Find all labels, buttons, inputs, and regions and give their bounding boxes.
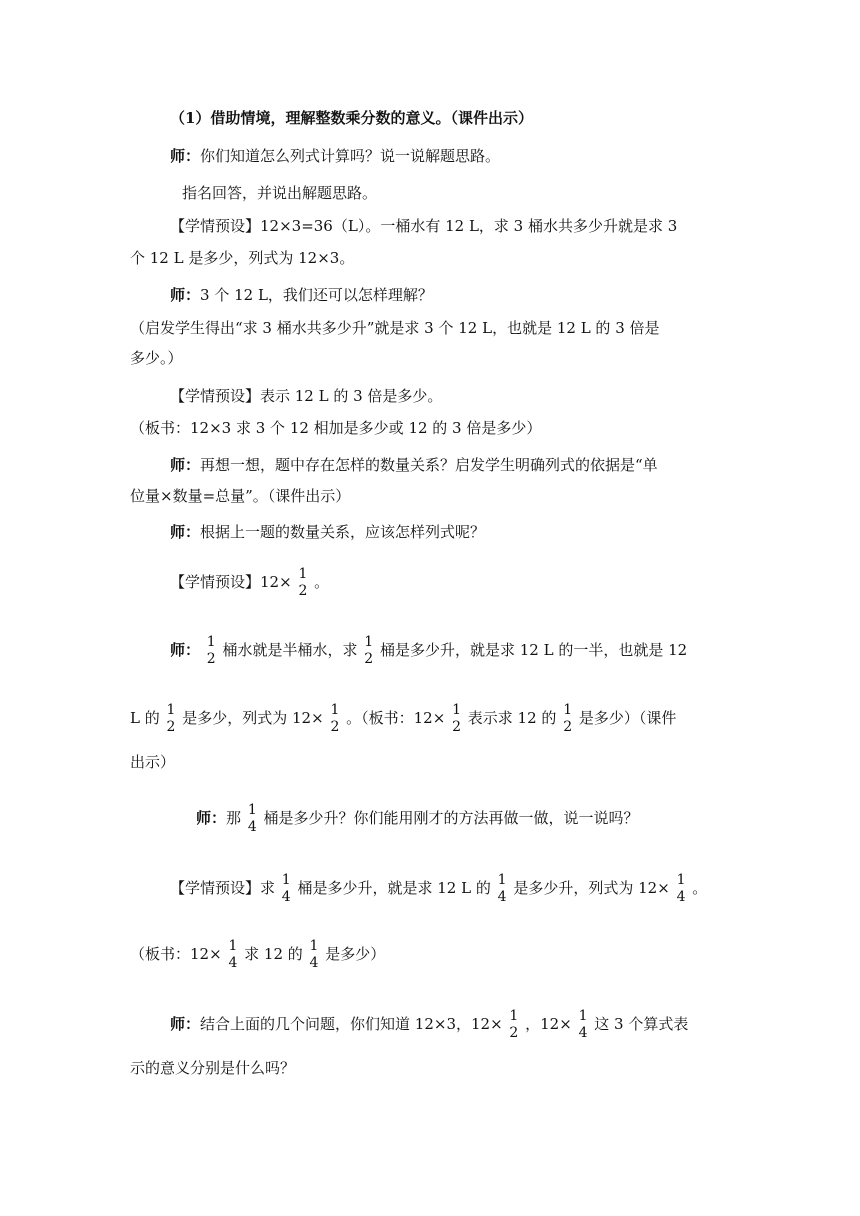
paragraph: L 的 1 2 是多少，列式为 12× 1 2 。（板书：12× 1 2 表示求 12 的 1 2 是多少）（课件 (130, 702, 677, 735)
paragraph: 师：那 1 4 桶是多少升？你们能用刚才的方法再做一做，说一说吗？ (196, 802, 639, 835)
paragraph: （板书：12× 1 4 求 12 的 1 4 是多少） (130, 938, 386, 971)
paragraph: 【学情预设】12×3=36（L）。一桶水有 12 L，求 3 桶水共多少升就是求 3 (170, 217, 678, 235)
fraction: 1 2 (364, 634, 374, 667)
paragraph: 【学情预设】表示 12 L 的 3 倍是多少。 (170, 387, 443, 405)
paragraph: （板书：12×3 求 3 个 12 相加是多少或 12 的 3 倍是多少） (130, 419, 542, 437)
fraction: 1 4 (676, 872, 686, 905)
fraction: 1 2 (166, 702, 176, 735)
fraction: 1 4 (497, 872, 507, 905)
fraction: 1 2 (509, 1008, 519, 1041)
paragraph: 师：根据上一题的数量关系，应该怎样列式呢？ (170, 523, 486, 541)
paragraph: 多少。） (130, 349, 183, 367)
fraction: 1 2 (452, 702, 461, 735)
fraction: 1 2 (330, 702, 340, 735)
paragraph: 出示） (130, 753, 176, 771)
paragraph: 个 12 L 是多少，列式为 12×3。 (130, 249, 355, 267)
paragraph: 师：3 个 12 L，我们还可以怎样理解？ (170, 286, 433, 304)
fraction: 1 4 (228, 938, 238, 971)
fraction: 1 2 (563, 702, 573, 735)
paragraph: （启发学生得出“求 3 桶水共多少升”就是求 3 个 12 L，也就是 12 L 的 3 倍是 (130, 319, 660, 337)
paragraph: 【学情预设】求 1 4 桶是多少升，就是求 12 L 的 1 4 是多少升，列式为 12× 1 4 。 (170, 872, 708, 905)
paragraph: 示的意义分别是什么吗？ (130, 1059, 296, 1077)
fraction: 1 4 (281, 872, 291, 905)
paragraph: 师：你们知道怎么列式计算吗？说一说解题思路。 (170, 147, 501, 165)
paragraph: 师：结合上面的几个问题，你们知道 12×3，12× 1 2 ，12× 1 4 这 3 个算式表 (170, 1008, 689, 1041)
paragraph: 师： 1 2 桶水就是半桶水，求 1 2 桶是多少升，就是求 12 L 的一半，也就是 12 (170, 634, 688, 667)
fraction: 1 2 (206, 634, 216, 667)
fraction: 1 2 (298, 566, 308, 599)
paragraph: 位量×数量=总量”。（课件出示） (130, 487, 351, 505)
paragraph: 指名回答，并说出解题思路。 (182, 184, 378, 202)
fraction: 1 4 (247, 802, 257, 835)
paragraph: 师：再想一想，题中存在怎样的数量关系？启发学生明确列式的依据是“单 (170, 456, 658, 474)
paragraph: 【学情预设】12× 1 2 。 (170, 566, 330, 599)
fraction: 1 4 (309, 938, 319, 971)
fraction: 1 4 (578, 1008, 588, 1041)
section-heading: （1）借助情境，理解整数乘分数的意义。（课件出示） (170, 109, 533, 127)
